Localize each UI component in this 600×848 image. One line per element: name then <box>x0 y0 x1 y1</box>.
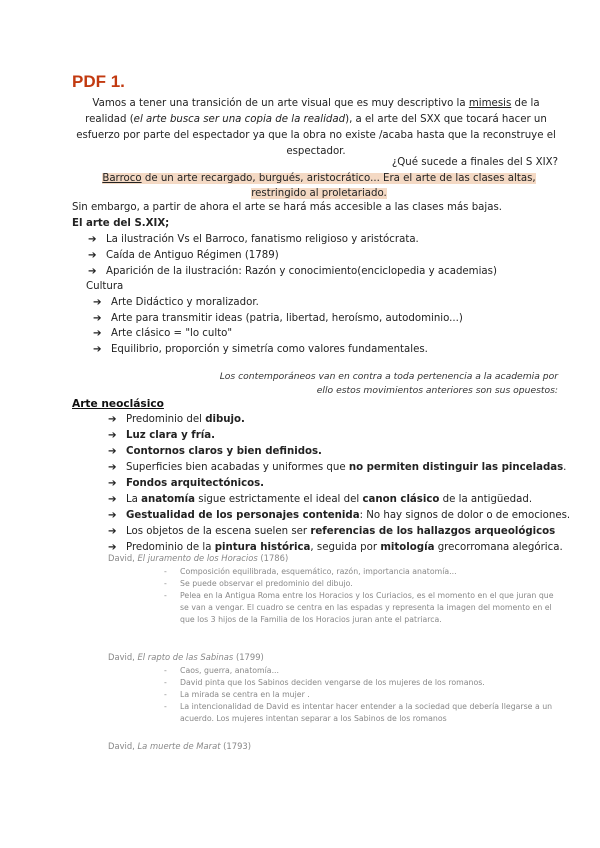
list-item: ➔ Predominio de la pintura histórica, seguida por mitología grecorromana alegórica. <box>108 542 563 553</box>
sin-embargo-line: Sin embargo, a partir de ahora el arte se hará más accesible a las clases más bajas. <box>72 202 503 213</box>
neoclassic-heading: Arte neoclásico <box>72 398 164 410</box>
intro-text-2: de la realidad ( <box>85 98 540 125</box>
arrow-icon: ➔ <box>108 446 117 457</box>
work-note: - Composición equilibrada, esquemático, razón, importancia anatomía... <box>164 567 457 576</box>
arrow-icon: ➔ <box>108 430 117 441</box>
work-note: - La mirada se centra en la mujer . <box>164 690 310 699</box>
mimesis-term: mimesis <box>468 98 512 109</box>
intro-paragraph <box>75 96 557 160</box>
arrow-icon: ➔ <box>93 328 102 339</box>
list-item: ➔ Arte Didáctico y moralizador. <box>93 297 259 308</box>
work-title: David, El juramento de los Horacios (1786) <box>108 553 289 563</box>
intro-text-4: ), a el arte del SXX que tocará hacer un esfuerzo por parte del espectador ya que la obra no existe /acaba hasta que la reconstruye el espectador. <box>76 114 556 157</box>
arrow-icon: ➔ <box>93 297 102 308</box>
arrow-icon: ➔ <box>108 462 117 473</box>
page-title: PDF 1. <box>72 72 125 91</box>
arrow-icon: ➔ <box>108 510 117 521</box>
question-line: ¿Qué sucede a finales del S XIX? <box>391 157 558 168</box>
list-item: ➔ Aparición de la ilustración: Razón y conocimiento(enciclopedia y academias) <box>88 266 497 277</box>
intro-text-1: Vamos a tener una transición de un arte visual que es muy descriptivo la <box>92 98 469 109</box>
baroque-word: Barroco <box>102 173 142 184</box>
arrow-icon: ➔ <box>108 478 117 489</box>
work-title: David, La muerte de Marat (1793) <box>108 741 252 751</box>
list-item: ➔ La anatomía sigue estrictamente el ideal del canon clásico de la antigüedad. <box>108 494 533 505</box>
arrow-icon: ➔ <box>108 526 117 537</box>
arrow-icon: ➔ <box>108 414 117 425</box>
work-note: - Se puede observar el predominio del dibujo. <box>164 579 353 588</box>
cultura-label: Cultura <box>86 281 124 292</box>
arrow-icon: ➔ <box>93 344 102 355</box>
list-item: ➔ Fondos arquitectónicos. <box>108 478 265 489</box>
quote-note: Los contemporáneos van en contra a toda pertenencia a la academia por ello estos movimientos anteriores son sus opuestos: <box>219 371 558 396</box>
baroque-highlight <box>80 171 558 201</box>
work-title: David, El rapto de las Sabinas (1799) <box>108 652 264 662</box>
art-xix-heading: El arte del S.XIX; <box>72 218 170 229</box>
list-item: ➔ Equilibrio, proporción y simetría como valores fundamentales. <box>93 344 428 355</box>
list-item: ➔ Contornos claros y bien definidos. <box>108 446 322 457</box>
arrow-icon: ➔ <box>88 250 97 261</box>
work-note: - La intencionalidad de David es intentar hacer entender a la sociedad que debería llegarse a un acuerdo. Los mujeres intentan separar a los Sabinos de los romanos <box>164 702 553 723</box>
work-note: - Caos, guerra, anatomía... <box>164 666 280 675</box>
arrow-icon: ➔ <box>88 266 97 277</box>
work-note: - Pelea en la Antigua Roma entre los Horacios y los Curiacios, es el momento en el que juran que se van a vengar. El cuadro se centra en las espadas y representa la imagen del momento en el que los 3 hijos de la Familia de los Horacios juran ante el patriarca. <box>164 591 554 624</box>
arrow-icon: ➔ <box>108 542 117 553</box>
intro-italic: el arte busca ser una copia de la realidad <box>133 114 346 125</box>
list-item: ➔ Caída de Antiguo Régimen (1789) <box>88 250 279 261</box>
list-item: ➔ Luz clara y fría. <box>108 430 215 441</box>
arrow-icon: ➔ <box>108 494 117 505</box>
work-note: - David pinta que los Sabinos deciden vengarse de los mujeres de los romanos. <box>164 678 485 687</box>
list-item: ➔ La ilustración Vs el Barroco, fanatismo religioso y aristócrata. <box>88 234 419 245</box>
list-item: ➔ Gestualidad de los personajes contenida: No hay signos de dolor o de emociones. <box>108 510 571 521</box>
list-item: ➔ Arte clásico = "lo culto" <box>93 328 233 339</box>
baroque-text: de un arte recargado, burgués, aristocrático... Era el arte de las clases altas, restringido al proletariado. <box>141 173 536 199</box>
list-item: ➔ Los objetos de la escena suelen ser referencias de los hallazgos arqueológicos <box>108 526 556 537</box>
list-item: ➔ Superficies bien acabadas y uniformes que no permiten distinguir las pinceladas. <box>108 462 567 473</box>
arrow-icon: ➔ <box>93 313 102 324</box>
list-item: ➔ Arte para transmitir ideas (patria, libertad, heroísmo, autodominio...) <box>93 313 463 324</box>
arrow-icon: ➔ <box>88 234 97 245</box>
list-item: ➔ Predominio del dibujo. <box>108 414 245 425</box>
